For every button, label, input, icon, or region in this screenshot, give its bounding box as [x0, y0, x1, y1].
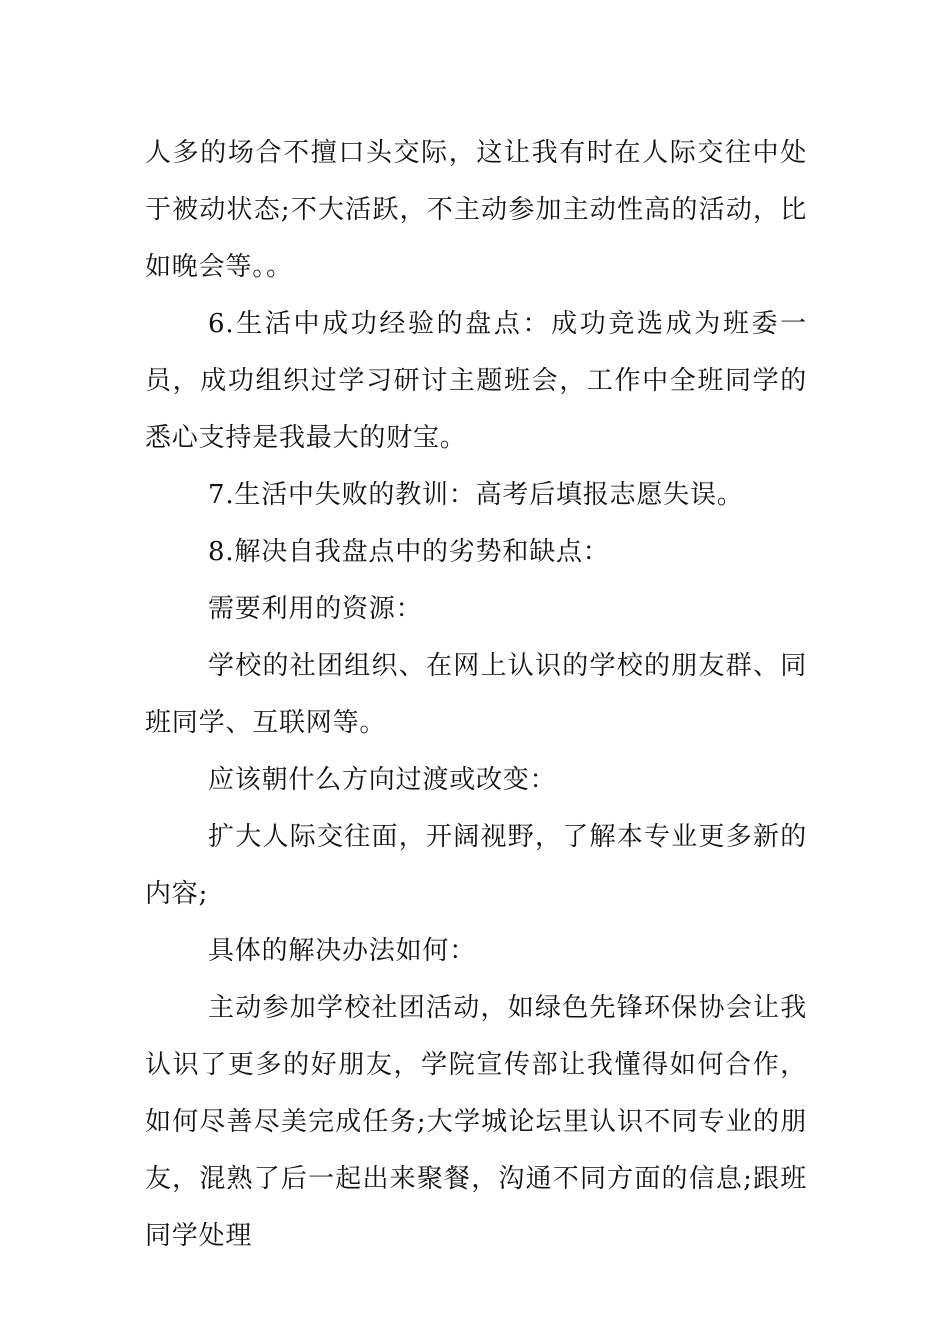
paragraph-5: 需要利用的资源： [208, 594, 423, 624]
paragraph-1: 人多的场合不擅口头交际，这让我有时在人际交往中处于被动状态;不大活跃，不主动参加主动性高的活动，比如晚会等。。 [145, 138, 807, 282]
document-body [145, 125, 807, 1265]
paragraph-2: 6.生活中成功经验的盘点：成功竞选成为班委一员，成功组织过学习研讨主题班会，工作中全班同学的悉心支持是我最大的财宝。 [145, 309, 807, 453]
paragraph-9: 具体的解决办法如何： [208, 936, 477, 966]
paragraph-8: 扩大人际交往面，开阔视野，了解本专业更多新的内容; [145, 822, 807, 909]
paragraph-10: 主动参加学校社团活动，如绿色先锋环保协会让我认识了更多的好朋友，学院宣传部让我懂得如何合作，如何尽善尽美完成任务;大学城论坛里认识不同专业的朋友，混熟了后一起出来聚餐，沟通不同方面的信息;跟班同学处理 [145, 993, 807, 1251]
paragraph-3: 7.生活中失败的教训：高考后填报志愿失误。 [208, 480, 744, 510]
paragraph-4: 8.解决自我盘点中的劣势和缺点： [208, 537, 610, 567]
paragraph-7: 应该朝什么方向过渡或改变： [208, 765, 557, 795]
paragraph-6: 学校的社团组织、在网上认识的学校的朋友群、同班同学、互联网等。 [145, 651, 807, 738]
